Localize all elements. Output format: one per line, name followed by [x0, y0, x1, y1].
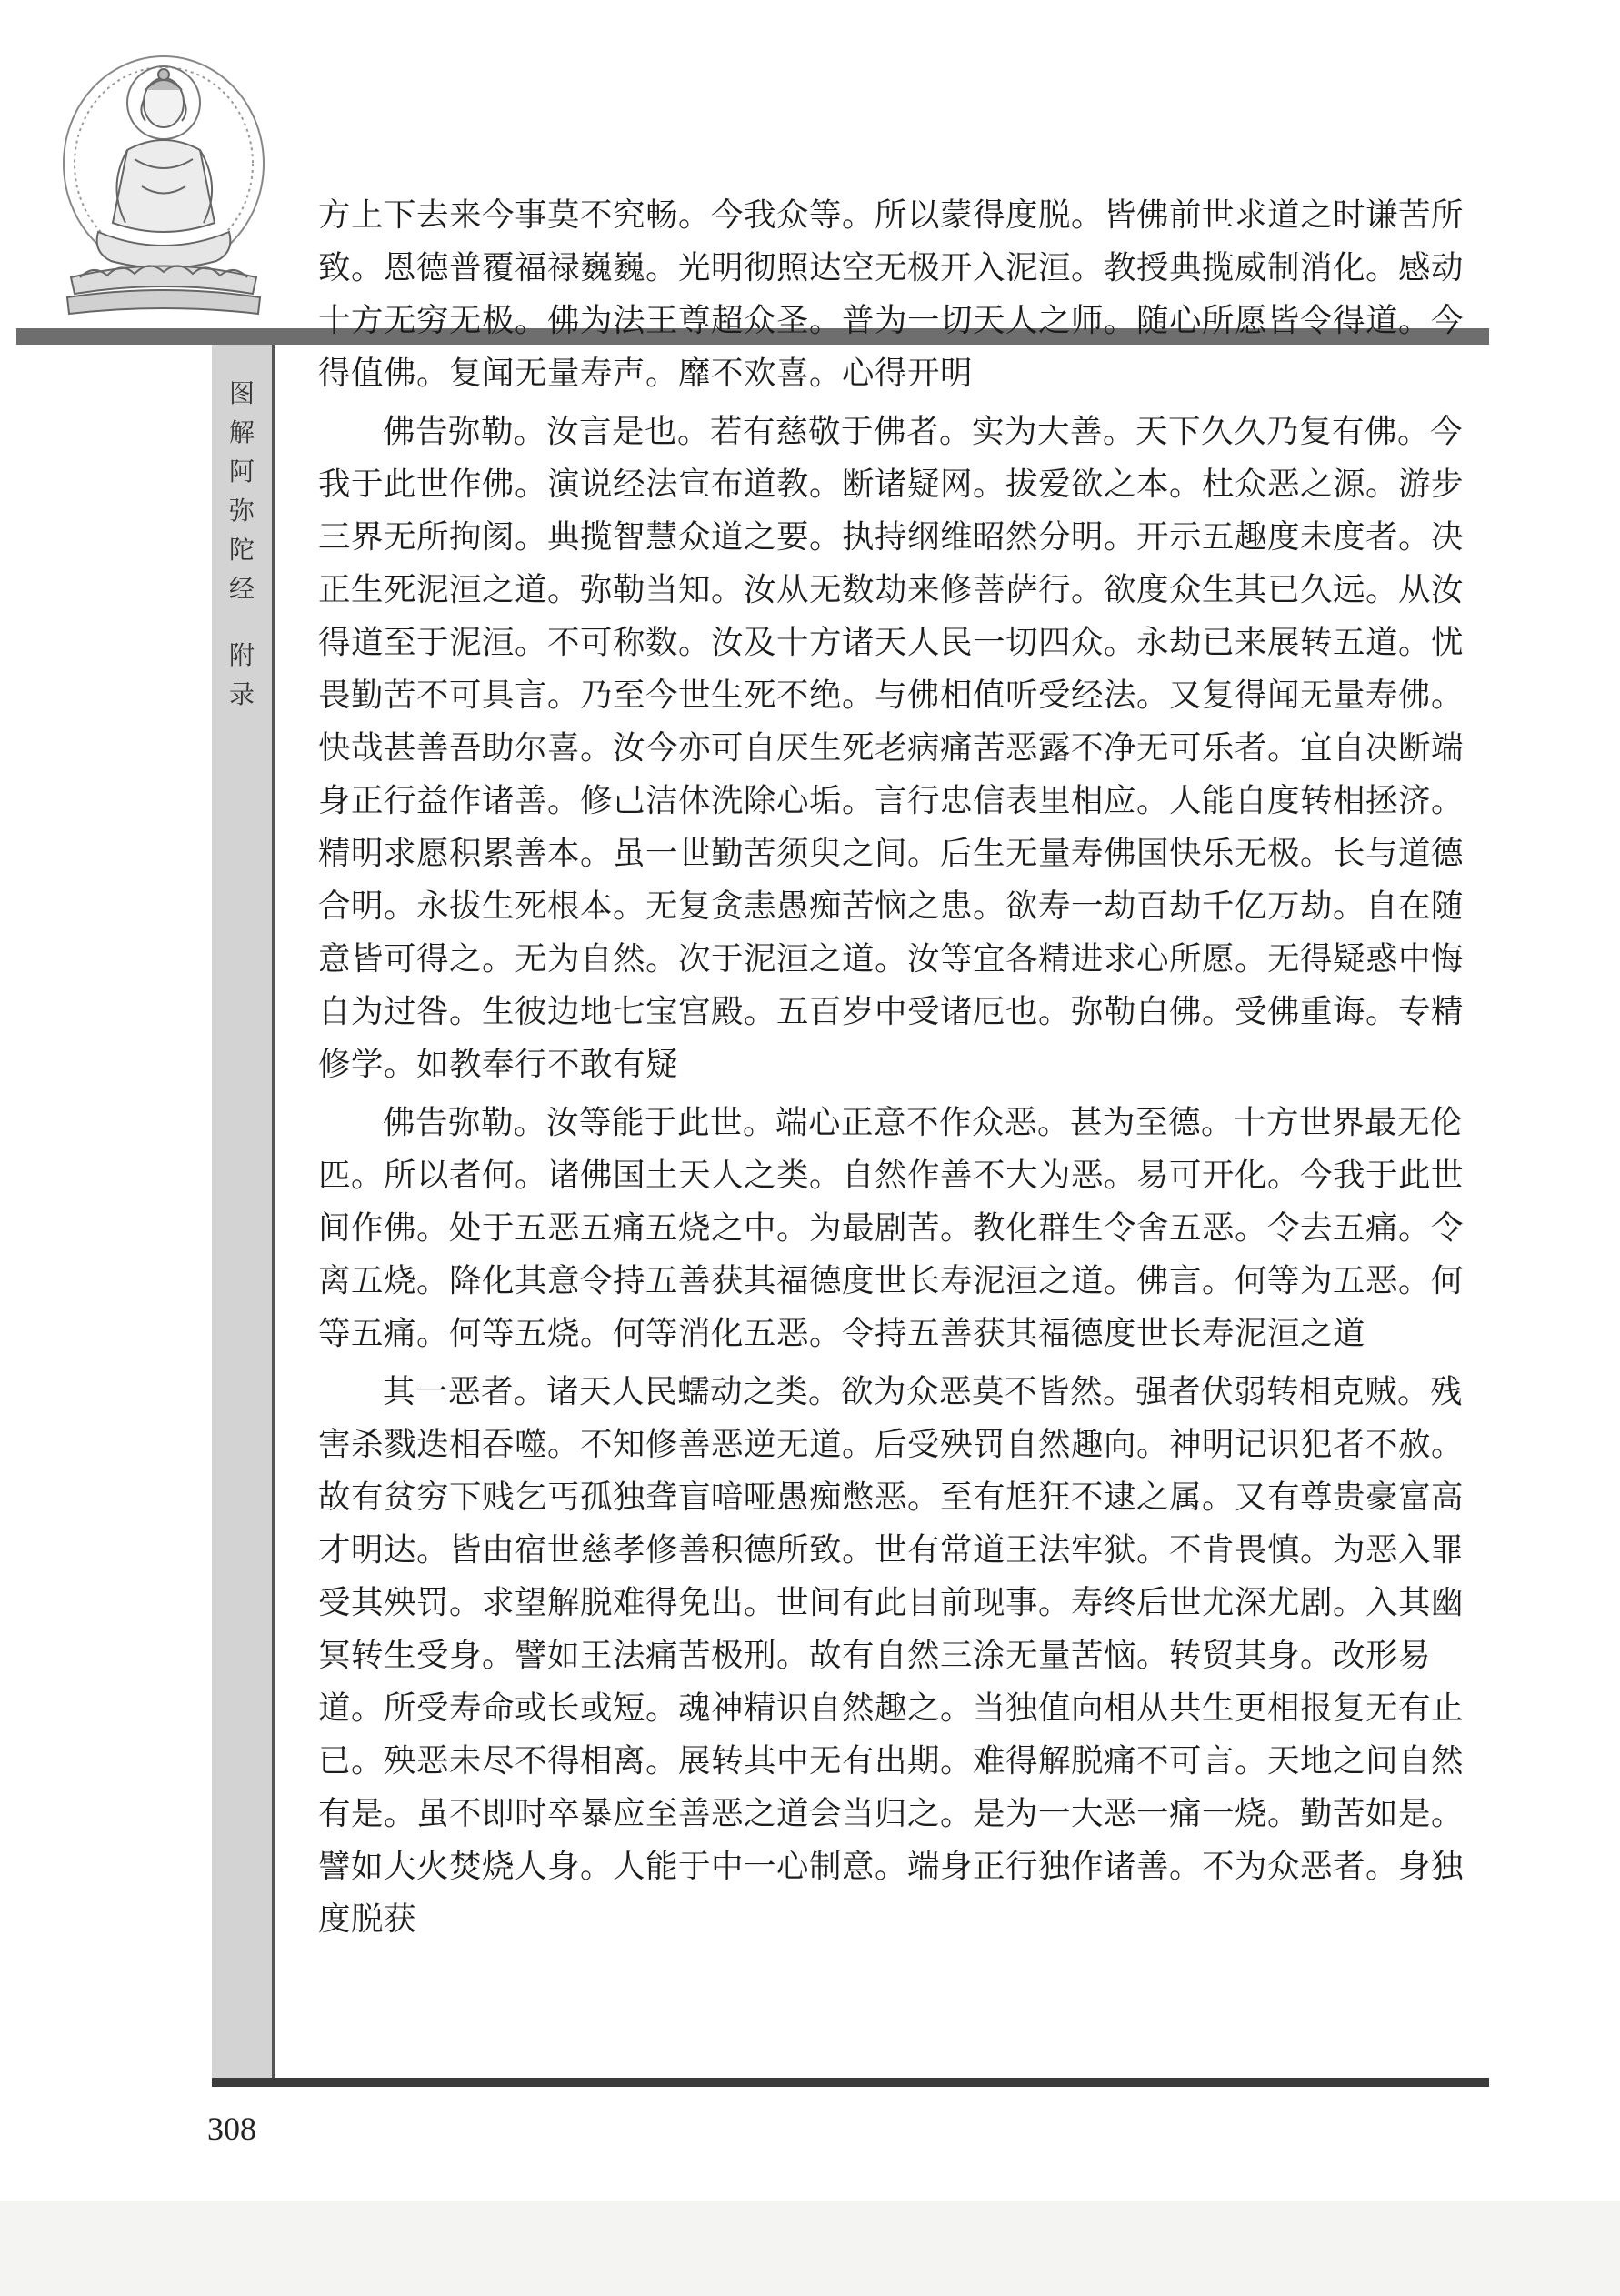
running-header-char: 弥 [228, 496, 255, 526]
bottom-rule [212, 2078, 1489, 2087]
paragraph: 方上下去来今事莫不究畅。今我众等。所以蒙得度脱。皆佛前世求道之时谦苦所致。恩德普覆福禄巍巍。光明彻照达空无极开入泥洹。教授典揽威制消化。感动十方无穷无极。佛为法王尊超众圣。普为一切天人之师。随心所愿皆令得道。今得值佛。复闻无量寿声。靡不欢喜。心得开明 [318, 196, 1465, 392]
seated-buddha-icon [44, 50, 285, 323]
running-header-char: 经 [228, 574, 255, 604]
running-header-char: 阿 [228, 456, 255, 486]
body-text [318, 189, 1482, 1946]
section-label-char: 附 [228, 640, 255, 670]
running-header-char: 解 [228, 417, 255, 447]
running-header-char: 图 [228, 378, 255, 408]
paragraph: 佛告弥勒。汝等能于此世。端心正意不作众恶。甚为至德。十方世界最无伦匹。所以者何。诸佛国土天人之类。自然作善不大为恶。易可开化。今我于此世间作佛。处于五恶五痛五烧之中。为最剧苦。教化群生令舍五恶。令去五痛。令离五烧。降化其意令持五善获其福德度世长寿泥洹之道。佛言。何等为五恶。何等五痛。何等五烧。何等消化五恶。令持五善获其福德度世长寿泥洹之道 [318, 1104, 1465, 1352]
paragraph: 其一恶者。诸天人民蠕动之类。欲为众恶莫不皆然。强者伏弱转相克贼。残害杀戮迭相吞噬。不知修善恶逆无道。后受殃罚自然趣向。神明记识犯者不赦。故有贫穷下贱乞丐孤独聋盲喑哑愚痴憋恶。至有尪狂不逮之属。又有尊贵豪富高才明达。皆由宿世慈孝修善积德所致。世有常道王法牢狱。不肯畏慎。为恶入罪受其殃罚。求望解脱难得免出。世间有此目前现事。寿终后世尤深尤剧。入其幽冥转生受身。譬如王法痛苦极刑。故有自然三涂无量苦恼。转贸其身。改形易道。所受寿命或长或短。魂神精识自然趣之。当独值向相从共生更相报复无有止已。殃恶未尽不得相离。展转其中无有出期。难得解脱痛不可言。天地之间自然有是。虽不即时卒暴应至善恶之道会当归之。是为一大恶一痛一烧。勤苦如是。譬如大火焚烧人身。人能于中一心制意。端身正行独作诸善。不为众恶者。身独度脱获 [318, 1373, 1465, 1938]
running-header [212, 374, 272, 714]
paragraph: 佛告弥勒。汝言是也。若有慈敬于佛者。实为大善。天下久久乃复有佛。今我于此世作佛。演说经法宣布道教。断诸疑网。拔爱欲之本。杜众恶之源。游步三界无所拘阂。典揽智慧众道之要。执持纲维昭然分明。开示五趣度未度者。决正生死泥洹之道。弥勒当知。汝从无数劫来修菩萨行。欲度众生其已久远。从汝得道至于泥洹。不可称数。汝及十方诸天人民一切四众。永劫已来展转五道。忧畏勤苦不可具言。乃至今世生死不绝。与佛相值听受经法。又复得闻无量寿佛。快哉甚善吾助尔喜。汝今亦可自厌生死老病痛苦恶露不净无可乐者。宜自决断端身正行益作诸善。修己洁体洗除心垢。言行忠信表里相应。人能自度转相拯济。精明求愿积累善本。虽一世勤苦须臾之间。后生无量寿佛国快乐无极。长与道德合明。永拔生死根本。无复贪恚愚痴苦恼之患。欲寿一劫百劫千亿万劫。自在随意皆可得之。无为自然。次于泥洹之道。汝等宜各精进求心所愿。无得疑惑中悔自为过咎。生彼边地七宝宫殿。五百岁中受诸厄也。弥勒白佛。受佛重诲。专精修学。如教奉行不敢有疑 [318, 413, 1465, 1083]
section-label-char: 录 [228, 679, 255, 709]
sidebar-strip [212, 345, 275, 2083]
running-header-char: 陀 [228, 535, 255, 565]
page-number: 308 [207, 2111, 256, 2147]
